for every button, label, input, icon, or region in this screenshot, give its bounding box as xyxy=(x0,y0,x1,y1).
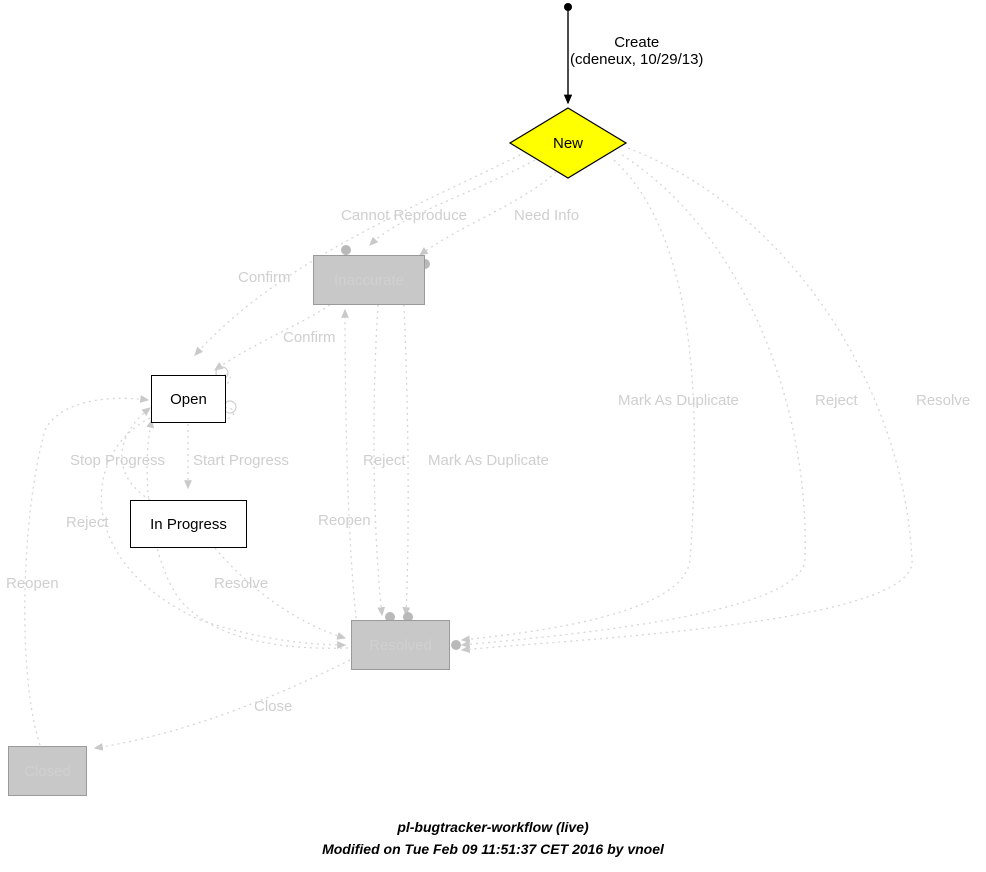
edge-label-cannot-reproduce: Cannot Reproduce xyxy=(341,207,467,224)
node-closed-label: Closed xyxy=(24,762,71,780)
edge-label-resolve-2: Resolve xyxy=(214,575,269,592)
node-in-progress-label: In Progress xyxy=(150,515,227,533)
edge-label-reopen-1: Reopen xyxy=(318,512,371,529)
node-closed[interactable] xyxy=(8,746,87,796)
edge-label-reject-2: Reject xyxy=(363,452,406,469)
diagram-title: pl-bugtracker-workflow (live) xyxy=(397,819,589,835)
node-resolved[interactable] xyxy=(351,620,450,670)
edge-label-need-info: Need Info xyxy=(514,207,580,224)
node-new[interactable] xyxy=(508,106,628,180)
edge-resolved-closed-close xyxy=(95,660,350,748)
node-inaccurate[interactable] xyxy=(313,255,425,305)
edge-label-confirm-2: Confirm xyxy=(283,329,336,346)
diagram-subtitle: Modified on Tue Feb 09 11:51:37 CET 2016 by vnoel xyxy=(322,841,664,857)
create-label-meta: (cdeneux, 10/29/13) xyxy=(570,51,704,68)
edge-inprogress-resolved-resolve xyxy=(215,548,345,638)
edge-label-reject-1: Reject xyxy=(815,392,858,409)
edge-label-stop-progress: Stop Progress xyxy=(70,452,166,469)
edge-label-reopen-2: Reopen xyxy=(6,575,59,592)
node-in-progress[interactable] xyxy=(130,500,247,548)
node-open-label: Open xyxy=(170,390,207,408)
edge-connector-dots xyxy=(341,245,461,650)
node-open[interactable] xyxy=(151,375,226,423)
create-label-text: Create xyxy=(614,34,660,51)
edge-resolved-inaccurate-reopen xyxy=(345,310,356,618)
edge-label-reject-3: Reject xyxy=(66,514,109,531)
create-label xyxy=(570,34,703,68)
node-inaccurate-label: Inaccurate xyxy=(333,271,405,289)
edge-label-resolve-1: Resolve xyxy=(916,392,971,409)
start-dot xyxy=(564,3,572,11)
node-resolved-label: Resolved xyxy=(369,636,432,654)
edge-label-mark-as-duplicate-2: Mark As Duplicate xyxy=(428,452,549,469)
edge-label-start-progress: Start Progress xyxy=(193,452,289,469)
node-new-label: New xyxy=(552,134,583,152)
edge-label-close: Close xyxy=(254,698,293,715)
edge-label-confirm-1: Confirm xyxy=(238,269,291,286)
edge-label-mark-as-duplicate-1: Mark As Duplicate xyxy=(618,392,739,409)
edge-closed-open-reopen xyxy=(25,398,148,745)
